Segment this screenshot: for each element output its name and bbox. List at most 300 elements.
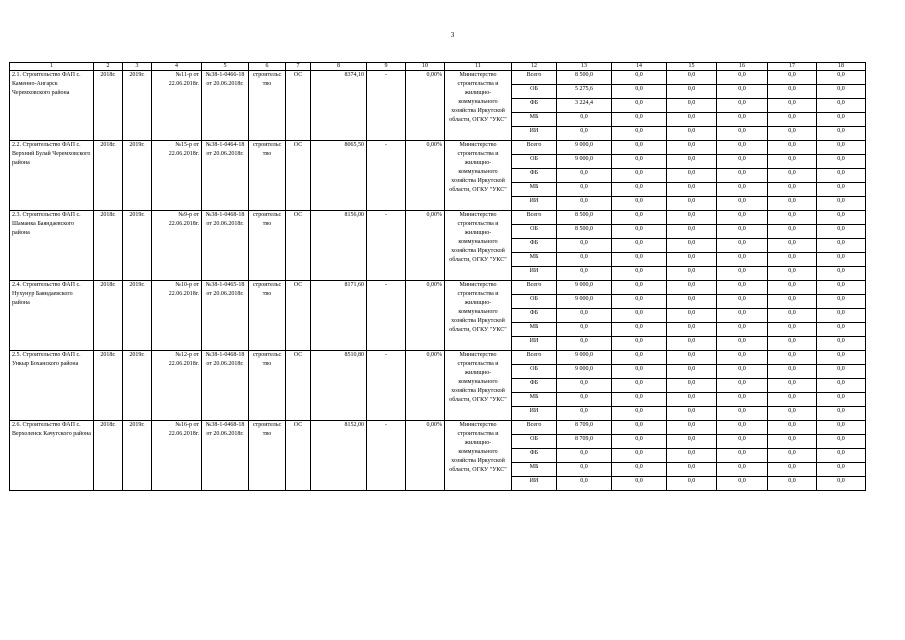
funding-value: 0,0 (717, 281, 768, 295)
readiness-percent: 0,00% (406, 351, 445, 421)
funding-value: 0,0 (817, 351, 866, 365)
funding-value: 0,0 (817, 113, 866, 127)
funding-value: 0,0 (717, 267, 768, 281)
funding-value: 0,0 (717, 393, 768, 407)
column-number: 18 (817, 63, 866, 71)
funding-value: 0,0 (612, 295, 667, 309)
funding-value: 0,0 (667, 99, 717, 113)
ownership-form: ОС (286, 211, 311, 281)
funding-value: 3 224,4 (557, 99, 612, 113)
funding-value: 0,0 (768, 351, 817, 365)
funding-value: 0,0 (768, 323, 817, 337)
funding-value: 0,0 (612, 141, 667, 155)
customer-name: Министерство строительства и жилищно-коммунального хозяйства Иркутской области, ОГКУ "УКС" (445, 421, 512, 491)
start-year: 2018г. (94, 281, 123, 351)
project-name: 2.5. Строительство ФАП с. Ункыр Боханского района (10, 351, 94, 421)
funding-value: 0,0 (768, 197, 817, 211)
estimated-cost: 8171,60 (311, 281, 367, 351)
column-number: 4 (152, 63, 202, 71)
funding-value: 0,0 (612, 379, 667, 393)
start-year: 2018г. (94, 71, 123, 141)
funding-value: 0,0 (817, 421, 866, 435)
funding-source: ОБ (512, 295, 557, 309)
funding-value: 0,0 (667, 239, 717, 253)
funding-value: 0,0 (768, 127, 817, 141)
funding-value: 8 500,0 (557, 225, 612, 239)
funding-value: 0,0 (667, 393, 717, 407)
col-9-value: - (367, 421, 406, 491)
funding-value: 0,0 (768, 267, 817, 281)
funding-value: 0,0 (817, 99, 866, 113)
funding-value: 0,0 (667, 463, 717, 477)
funding-value: 0,0 (768, 183, 817, 197)
funding-value: 0,0 (557, 463, 612, 477)
funding-value: 0,0 (612, 99, 667, 113)
funding-value: 0,0 (667, 85, 717, 99)
work-type: строительс тво (249, 351, 286, 421)
project-name: 2.4. Строительство ФАП с. Нухунур Баяндаевского района (10, 281, 94, 351)
funding-value: 0,0 (817, 85, 866, 99)
readiness-percent: 0,00% (406, 71, 445, 141)
start-year: 2018г. (94, 351, 123, 421)
funding-value: 0,0 (817, 365, 866, 379)
column-number: 8 (311, 63, 367, 71)
funding-source: ФБ (512, 99, 557, 113)
funding-value: 8 709,0 (557, 421, 612, 435)
funding-value: 0,0 (717, 253, 768, 267)
funding-source: МБ (512, 113, 557, 127)
funding-value: 0,0 (717, 141, 768, 155)
funding-value: 0,0 (667, 127, 717, 141)
funding-value: 0,0 (768, 449, 817, 463)
funding-value: 0,0 (817, 281, 866, 295)
funding-value: 0,0 (717, 365, 768, 379)
funding-value: 0,0 (557, 393, 612, 407)
funding-value: 0,0 (557, 127, 612, 141)
funding-value: 0,0 (817, 295, 866, 309)
funding-source: Всего (512, 71, 557, 85)
funding-value: 0,0 (717, 379, 768, 393)
funding-value: 0,0 (612, 155, 667, 169)
funding-value: 0,0 (667, 113, 717, 127)
funding-value: 0,0 (612, 281, 667, 295)
funding-value: 0,0 (717, 113, 768, 127)
funding-value: 0,0 (612, 449, 667, 463)
col-9-value: - (367, 351, 406, 421)
funding-value: 8 709,0 (557, 435, 612, 449)
order-number: №11-р от 22.06.2018г. (152, 71, 202, 141)
funding-value: 0,0 (557, 113, 612, 127)
funding-value: 8 500,0 (557, 71, 612, 85)
funding-value: 0,0 (717, 337, 768, 351)
customer-name: Министерство строительства и жилищно-коммунального хозяйства Иркутской области, ОГКУ "УКС" (445, 281, 512, 351)
funding-source: Всего (512, 141, 557, 155)
funding-value: 0,0 (768, 99, 817, 113)
funding-value: 0,0 (817, 449, 866, 463)
funding-source: Всего (512, 211, 557, 225)
funding-value: 0,0 (667, 183, 717, 197)
funding-value: 0,0 (557, 323, 612, 337)
funding-value: 0,0 (717, 407, 768, 421)
funding-value: 0,0 (667, 281, 717, 295)
column-number: 10 (406, 63, 445, 71)
funding-value: 0,0 (557, 337, 612, 351)
order-number: №16-р от 22.06.2018г. (152, 421, 202, 491)
funding-value: 0,0 (557, 253, 612, 267)
table-row (10, 71, 866, 85)
funding-source: ИИ (512, 127, 557, 141)
estimated-cost: 8156,00 (311, 211, 367, 281)
column-number: 14 (612, 63, 667, 71)
work-type: строительс тво (249, 421, 286, 491)
column-number: 13 (557, 63, 612, 71)
funding-value: 0,0 (667, 421, 717, 435)
funding-value: 0,0 (768, 477, 817, 491)
funding-value: 0,0 (768, 71, 817, 85)
funding-source: ФБ (512, 449, 557, 463)
funding-value: 0,0 (557, 449, 612, 463)
funding-value: 0,0 (557, 267, 612, 281)
funding-value: 0,0 (612, 365, 667, 379)
work-type: строительс тво (249, 211, 286, 281)
funding-value: 0,0 (612, 435, 667, 449)
column-number: 3 (123, 63, 152, 71)
funding-value: 0,0 (612, 463, 667, 477)
funding-value: 0,0 (768, 407, 817, 421)
funding-source: МБ (512, 463, 557, 477)
funding-source: ИИ (512, 337, 557, 351)
funding-value: 0,0 (768, 337, 817, 351)
funding-value: 0,0 (768, 113, 817, 127)
column-number: 7 (286, 63, 311, 71)
funding-value: 0,0 (667, 197, 717, 211)
funding-value: 0,0 (612, 71, 667, 85)
funding-value: 9 000,0 (557, 365, 612, 379)
funding-value: 0,0 (612, 127, 667, 141)
table-row (10, 421, 866, 435)
funding-value: 9 000,0 (557, 351, 612, 365)
funding-value: 0,0 (817, 435, 866, 449)
funding-value: 9 000,0 (557, 281, 612, 295)
funding-value: 0,0 (717, 463, 768, 477)
funding-value: 0,0 (817, 463, 866, 477)
customer-name: Министерство строительства и жилищно-коммунального хозяйства Иркутской области, ОГКУ "УКС" (445, 211, 512, 281)
funding-value: 0,0 (817, 183, 866, 197)
funding-source: МБ (512, 393, 557, 407)
program-table (9, 62, 866, 491)
funding-value: 0,0 (817, 253, 866, 267)
funding-value: 0,0 (817, 71, 866, 85)
funding-value: 0,0 (717, 211, 768, 225)
funding-value: 0,0 (817, 309, 866, 323)
column-number: 11 (445, 63, 512, 71)
funding-value: 0,0 (717, 421, 768, 435)
funding-value: 0,0 (612, 421, 667, 435)
end-year: 2019г. (123, 351, 152, 421)
funding-value: 0,0 (667, 225, 717, 239)
column-number: 17 (768, 63, 817, 71)
funding-value: 0,0 (667, 435, 717, 449)
funding-value: 9 000,0 (557, 155, 612, 169)
project-name: 2.1. Строительство ФАП с. Каменно-Ангарск Черемховского района (10, 71, 94, 141)
funding-value: 0,0 (717, 183, 768, 197)
funding-value: 0,0 (817, 197, 866, 211)
funding-value: 0,0 (612, 407, 667, 421)
funding-value: 0,0 (717, 239, 768, 253)
funding-value: 0,0 (768, 239, 817, 253)
col-9-value: - (367, 71, 406, 141)
table-row (10, 281, 866, 295)
funding-value: 0,0 (768, 393, 817, 407)
funding-value: 0,0 (667, 141, 717, 155)
funding-value: 0,0 (667, 211, 717, 225)
funding-value: 0,0 (667, 309, 717, 323)
column-number: 9 (367, 63, 406, 71)
order-number: №12-р от 22.06.2018г. (152, 351, 202, 421)
work-type: строительс тво (249, 71, 286, 141)
funding-value: 0,0 (768, 463, 817, 477)
funding-value: 0,0 (557, 183, 612, 197)
readiness-percent: 0,00% (406, 141, 445, 211)
funding-value: 0,0 (717, 155, 768, 169)
funding-value: 0,0 (717, 71, 768, 85)
funding-source: ФБ (512, 379, 557, 393)
funding-value: 0,0 (612, 113, 667, 127)
funding-value: 0,0 (717, 225, 768, 239)
funding-value: 0,0 (667, 337, 717, 351)
funding-value: 0,0 (612, 225, 667, 239)
order-number: №10-р от 22.06.2018г. (152, 281, 202, 351)
readiness-percent: 0,00% (406, 421, 445, 491)
column-number: 16 (717, 63, 768, 71)
funding-source: ОБ (512, 155, 557, 169)
funding-value: 0,0 (612, 337, 667, 351)
funding-value: 0,0 (667, 71, 717, 85)
funding-value: 0,0 (667, 253, 717, 267)
end-year: 2019г. (123, 421, 152, 491)
funding-value: 0,0 (717, 197, 768, 211)
funding-value: 0,0 (817, 323, 866, 337)
funding-value: 0,0 (612, 477, 667, 491)
ownership-form: ОС (286, 281, 311, 351)
funding-source: МБ (512, 253, 557, 267)
col-9-value: - (367, 211, 406, 281)
funding-value: 0,0 (768, 169, 817, 183)
funding-value: 5 275,6 (557, 85, 612, 99)
funding-value: 0,0 (768, 85, 817, 99)
column-number: 2 (94, 63, 123, 71)
start-year: 2018г. (94, 421, 123, 491)
funding-value: 0,0 (557, 379, 612, 393)
funding-value: 0,0 (817, 477, 866, 491)
funding-value: 0,0 (717, 99, 768, 113)
funding-source: ОБ (512, 435, 557, 449)
customer-name: Министерство строительства и жилищно-коммунального хозяйства Иркутской области, ОГКУ "УКС" (445, 351, 512, 421)
funding-value: 0,0 (557, 407, 612, 421)
work-type: строительс тво (249, 141, 286, 211)
funding-value: 0,0 (817, 337, 866, 351)
funding-source: ФБ (512, 309, 557, 323)
customer-name: Министерство строительства и жилищно-коммунального хозяйства Иркутской области, ОГКУ "УКС" (445, 141, 512, 211)
expertise-number: №38-1-0468-18 от 20.06.2018г. (202, 351, 249, 421)
funding-value: 0,0 (667, 407, 717, 421)
start-year: 2018г. (94, 211, 123, 281)
funding-value: 0,0 (817, 169, 866, 183)
start-year: 2018г. (94, 141, 123, 211)
estimated-cost: 8510,80 (311, 351, 367, 421)
project-name: 2.3. Строительство ФАП с. Шаманка Баяндаевского района (10, 211, 94, 281)
funding-value: 0,0 (817, 393, 866, 407)
readiness-percent: 0,00% (406, 211, 445, 281)
funding-value: 0,0 (667, 155, 717, 169)
column-number: 6 (249, 63, 286, 71)
expertise-number: №38-1-0466-18 от 20.06.2018г. (202, 71, 249, 141)
funding-source: ФБ (512, 239, 557, 253)
funding-value: 0,0 (817, 155, 866, 169)
funding-value: 0,0 (612, 267, 667, 281)
expertise-number: №38-1-0464-18 от 20.06.2018г. (202, 141, 249, 211)
end-year: 2019г. (123, 211, 152, 281)
funding-value: 0,0 (768, 211, 817, 225)
funding-value: 0,0 (768, 309, 817, 323)
funding-value: 0,0 (717, 85, 768, 99)
table-row (10, 211, 866, 225)
project-name: 2.6. Строительство ФАП с. Верхоленск Качугского района (10, 421, 94, 491)
funding-value: 0,0 (612, 169, 667, 183)
funding-value: 0,0 (768, 365, 817, 379)
estimated-cost: 8065,50 (311, 141, 367, 211)
page-number: 3 (450, 31, 455, 39)
estimated-cost: 8374,10 (311, 71, 367, 141)
funding-value: 0,0 (667, 295, 717, 309)
funding-value: 0,0 (768, 435, 817, 449)
funding-value: 0,0 (817, 211, 866, 225)
expertise-number: №38-1-0468-18 от 20.06.2018г. (202, 211, 249, 281)
expertise-number: №38-1-0468-18 от 20.06.2018г. (202, 421, 249, 491)
funding-value: 0,0 (667, 449, 717, 463)
funding-value: 0,0 (612, 323, 667, 337)
funding-value: 0,0 (612, 197, 667, 211)
ownership-form: ОС (286, 71, 311, 141)
readiness-percent: 0,00% (406, 281, 445, 351)
funding-value: 0,0 (612, 211, 667, 225)
funding-value: 0,0 (768, 253, 817, 267)
funding-value: 0,0 (817, 239, 866, 253)
order-number: №15-р от 22.06.2018г. (152, 141, 202, 211)
funding-value: 0,0 (612, 351, 667, 365)
col-9-value: - (367, 281, 406, 351)
funding-value: 0,0 (557, 477, 612, 491)
ownership-form: ОС (286, 351, 311, 421)
order-number: №9-р от 22.06.2018г. (152, 211, 202, 281)
funding-value: 0,0 (557, 239, 612, 253)
column-number-row (10, 63, 866, 71)
funding-source: ИИ (512, 267, 557, 281)
table-row (10, 351, 866, 365)
funding-value: 0,0 (768, 141, 817, 155)
ownership-form: ОС (286, 421, 311, 491)
expertise-number: №38-1-0465-18 от 20.06.2018г. (202, 281, 249, 351)
funding-value: 0,0 (768, 295, 817, 309)
end-year: 2019г. (123, 141, 152, 211)
funding-value: 0,0 (717, 435, 768, 449)
funding-source: МБ (512, 183, 557, 197)
funding-value: 0,0 (612, 183, 667, 197)
funding-value: 0,0 (768, 379, 817, 393)
funding-value: 0,0 (717, 351, 768, 365)
column-number: 1 (10, 63, 94, 71)
column-number: 15 (667, 63, 717, 71)
funding-value: 0,0 (557, 169, 612, 183)
funding-value: 0,0 (667, 169, 717, 183)
ownership-form: ОС (286, 141, 311, 211)
funding-value: 0,0 (667, 477, 717, 491)
funding-value: 0,0 (557, 197, 612, 211)
funding-source: ОБ (512, 365, 557, 379)
funding-value: 0,0 (817, 379, 866, 393)
funding-value: 0,0 (667, 365, 717, 379)
funding-value: 0,0 (817, 267, 866, 281)
funding-source: ОБ (512, 225, 557, 239)
col-9-value: - (367, 141, 406, 211)
funding-value: 0,0 (817, 407, 866, 421)
column-number: 5 (202, 63, 249, 71)
funding-value: 8 500,0 (557, 211, 612, 225)
funding-value: 0,0 (667, 267, 717, 281)
funding-value: 0,0 (557, 309, 612, 323)
funding-source: ИИ (512, 197, 557, 211)
funding-value: 0,0 (717, 169, 768, 183)
funding-value: 0,0 (717, 309, 768, 323)
funding-value: 0,0 (817, 141, 866, 155)
end-year: 2019г. (123, 71, 152, 141)
funding-value: 0,0 (612, 393, 667, 407)
funding-source: ИИ (512, 407, 557, 421)
estimated-cost: 8152,00 (311, 421, 367, 491)
funding-value: 0,0 (717, 449, 768, 463)
funding-value: 0,0 (768, 421, 817, 435)
funding-value: 0,0 (612, 309, 667, 323)
project-name: 2.2. Строительство ФАП с. Верхний Булай Черемховского района (10, 141, 94, 211)
funding-value: 0,0 (612, 85, 667, 99)
funding-value: 0,0 (817, 127, 866, 141)
funding-value: 9 000,0 (557, 295, 612, 309)
funding-value: 0,0 (768, 225, 817, 239)
column-number: 12 (512, 63, 557, 71)
funding-value: 0,0 (667, 351, 717, 365)
funding-source: Всего (512, 281, 557, 295)
funding-value: 0,0 (667, 379, 717, 393)
funding-value: 0,0 (612, 253, 667, 267)
funding-value: 0,0 (817, 225, 866, 239)
funding-source: МБ (512, 323, 557, 337)
funding-value: 0,0 (717, 477, 768, 491)
funding-value: 0,0 (717, 127, 768, 141)
funding-value: 9 000,0 (557, 141, 612, 155)
funding-source: Всего (512, 421, 557, 435)
funding-value: 0,0 (667, 323, 717, 337)
work-type: строительс тво (249, 281, 286, 351)
funding-source: ФБ (512, 169, 557, 183)
funding-value: 0,0 (717, 295, 768, 309)
funding-source: ОБ (512, 85, 557, 99)
customer-name: Министерство строительства и жилищно-коммунального хозяйства Иркутской области, ОГКУ "УКС" (445, 71, 512, 141)
table-row (10, 141, 866, 155)
funding-source: ИИ (512, 477, 557, 491)
funding-value: 0,0 (717, 323, 768, 337)
funding-source: Всего (512, 351, 557, 365)
funding-value: 0,0 (612, 239, 667, 253)
